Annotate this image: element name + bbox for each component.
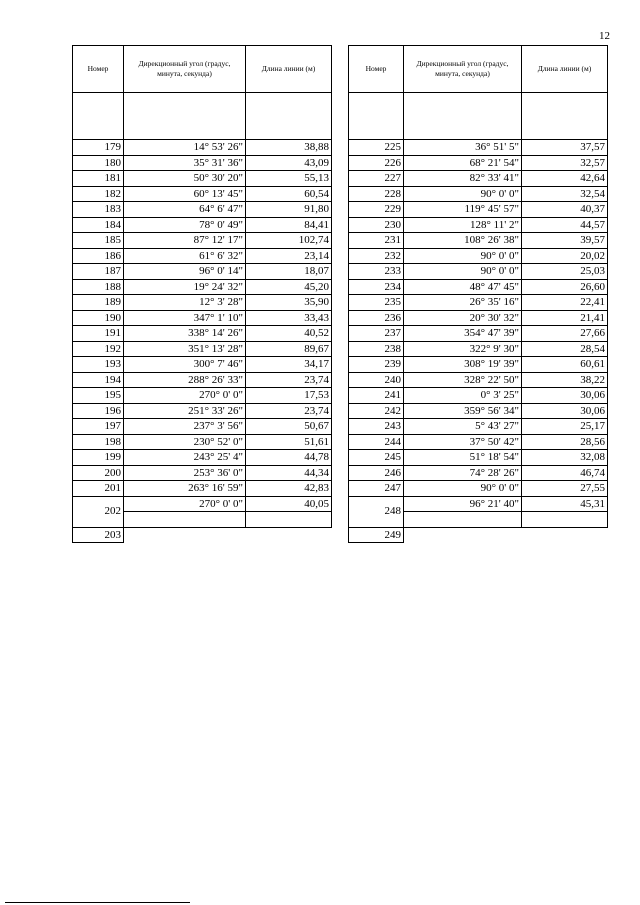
point-number: 181	[73, 171, 124, 187]
segment-length: 27,66	[522, 326, 608, 342]
segment-length: 27,55	[522, 481, 608, 497]
segment-length: 33,43	[246, 310, 332, 326]
segment-angle: 96° 21' 40"	[404, 496, 522, 512]
point-number: 185	[73, 233, 124, 249]
segment-length: 42,64	[522, 171, 608, 187]
empty-cell	[124, 93, 246, 140]
segment-angle: 328° 22' 50"	[404, 372, 522, 388]
empty-cell	[246, 512, 332, 528]
empty-cell	[73, 93, 124, 140]
point-number: 245	[349, 450, 404, 466]
segment-angle: 347° 1' 10"	[124, 310, 246, 326]
segment-angle: 338° 14' 26"	[124, 326, 246, 342]
segment-angle: 78° 0' 49"	[124, 217, 246, 233]
column-header-number: Номер	[349, 46, 404, 93]
segment-angle: 61° 6' 32"	[124, 248, 246, 264]
point-number: 180	[73, 155, 124, 171]
point-number: 234	[349, 279, 404, 295]
segment-angle: 90° 0' 0"	[404, 186, 522, 202]
point-number: 197	[73, 419, 124, 435]
segment-angle: 243° 25' 4"	[124, 450, 246, 466]
segment-angle: 26° 35' 16"	[404, 295, 522, 311]
segment-length: 39,57	[522, 233, 608, 249]
segment-angle: 119° 45' 57"	[404, 202, 522, 218]
segment-length: 25,03	[522, 264, 608, 280]
segment-angle: 108° 26' 38"	[404, 233, 522, 249]
point-number: 192	[73, 341, 124, 357]
table-row	[73, 527, 332, 543]
segment-length: 32,08	[522, 450, 608, 466]
point-number: 230	[349, 217, 404, 233]
segment-angle: 270° 0' 0"	[124, 496, 246, 512]
point-number: 246	[349, 465, 404, 481]
page-number: 12	[599, 30, 610, 42]
point-number: 182	[73, 186, 124, 202]
segment-length: 43,09	[246, 155, 332, 171]
segment-length: 22,41	[522, 295, 608, 311]
segment-angle: 60° 13' 45"	[124, 186, 246, 202]
segment-length: 46,74	[522, 465, 608, 481]
segment-angle: 237° 3' 56"	[124, 419, 246, 435]
point-number: 233	[349, 264, 404, 280]
segment-angle: 354° 47' 39"	[404, 326, 522, 342]
segment-length: 40,52	[246, 326, 332, 342]
column-header-number: Номер	[73, 46, 124, 93]
point-number: 190	[73, 310, 124, 326]
segment-angle: 90° 0' 0"	[404, 481, 522, 497]
segment-angle: 64° 6' 47"	[124, 202, 246, 218]
point-number: 240	[349, 372, 404, 388]
point-number: 196	[73, 403, 124, 419]
point-number: 179	[73, 140, 124, 156]
segment-length: 28,54	[522, 341, 608, 357]
segment-angle: 51° 18' 54"	[404, 450, 522, 466]
segment-angle: 35° 31' 36"	[124, 155, 246, 171]
point-number: 203	[73, 527, 124, 543]
point-number: 232	[349, 248, 404, 264]
segment-length: 23,14	[246, 248, 332, 264]
spacer-row	[73, 93, 332, 140]
point-number: 191	[73, 326, 124, 342]
segment-length: 60,61	[522, 357, 608, 373]
segment-length: 40,37	[522, 202, 608, 218]
point-number: 200	[73, 465, 124, 481]
segment-angle: 87° 12' 17"	[124, 233, 246, 249]
point-number: 195	[73, 388, 124, 404]
segment-length: 34,17	[246, 357, 332, 373]
segment-length: 38,88	[246, 140, 332, 156]
point-number: 235	[349, 295, 404, 311]
segment-angle: 19° 24' 32"	[124, 279, 246, 295]
segment-length: 44,78	[246, 450, 332, 466]
segment-angle: 251° 33' 26"	[124, 403, 246, 419]
segment-angle: 322° 9' 30"	[404, 341, 522, 357]
segment-length: 102,74	[246, 233, 332, 249]
column-header-angle: Дирекционный угол (градус, минута, секунда)	[124, 46, 246, 93]
segment-angle: 300° 7' 46"	[124, 357, 246, 373]
segment-length: 30,06	[522, 388, 608, 404]
segment-length: 60,54	[246, 186, 332, 202]
point-number: 236	[349, 310, 404, 326]
segment-length: 17,53	[246, 388, 332, 404]
segment-length: 50,67	[246, 419, 332, 435]
table-row	[349, 527, 608, 543]
column-header-length: Длина линии (м)	[246, 46, 332, 93]
segment-angle: 96° 0' 14"	[124, 264, 246, 280]
segment-length: 44,57	[522, 217, 608, 233]
traverse-table-left	[72, 45, 332, 543]
point-number: 198	[73, 434, 124, 450]
segment-length: 38,22	[522, 372, 608, 388]
segment-angle: 288° 26' 33"	[124, 372, 246, 388]
segment-angle: 14° 53' 26"	[124, 140, 246, 156]
point-number: 247	[349, 481, 404, 497]
segment-angle: 12° 3' 28"	[124, 295, 246, 311]
point-number: 183	[73, 202, 124, 218]
column-header-length: Длина линии (м)	[522, 46, 608, 93]
empty-cell	[404, 512, 522, 528]
empty-cell	[404, 93, 522, 140]
point-number: 242	[349, 403, 404, 419]
point-number: 249	[349, 527, 404, 543]
segment-length: 18,07	[246, 264, 332, 280]
point-number: 184	[73, 217, 124, 233]
segment-length: 91,80	[246, 202, 332, 218]
point-number: 239	[349, 357, 404, 373]
segment-length: 23,74	[246, 372, 332, 388]
segment-angle: 230° 52' 0"	[124, 434, 246, 450]
segment-angle: 82° 33' 41"	[404, 171, 522, 187]
segment-angle: 37° 50' 42"	[404, 434, 522, 450]
segment-angle: 263° 16' 59"	[124, 481, 246, 497]
point-number: 229	[349, 202, 404, 218]
point-number: 186	[73, 248, 124, 264]
segment-angle: 359° 56' 34"	[404, 403, 522, 419]
segment-length: 32,54	[522, 186, 608, 202]
segment-length: 84,41	[246, 217, 332, 233]
empty-cell	[522, 512, 608, 528]
segment-angle: 128° 11' 2"	[404, 217, 522, 233]
segment-angle: 68° 21' 54"	[404, 155, 522, 171]
segment-length: 40,05	[246, 496, 332, 512]
point-number: 226	[349, 155, 404, 171]
segment-length: 89,67	[246, 341, 332, 357]
segment-angle: 48° 47' 45"	[404, 279, 522, 295]
segment-angle: 90° 0' 0"	[404, 248, 522, 264]
empty-cell	[349, 93, 404, 140]
header-row	[349, 46, 608, 93]
segment-length: 42,83	[246, 481, 332, 497]
segment-angle: 50° 30' 20"	[124, 171, 246, 187]
point-number: 241	[349, 388, 404, 404]
segment-angle: 74° 28' 26"	[404, 465, 522, 481]
segment-angle: 90° 0' 0"	[404, 264, 522, 280]
segment-angle: 36° 51' 5"	[404, 140, 522, 156]
spacer-row	[349, 93, 608, 140]
point-number: 237	[349, 326, 404, 342]
segment-angle: 20° 30' 32"	[404, 310, 522, 326]
segment-length: 26,60	[522, 279, 608, 295]
segment-length: 25,17	[522, 419, 608, 435]
point-number: 248	[349, 496, 404, 527]
empty-cell	[522, 93, 608, 140]
segment-length: 20,02	[522, 248, 608, 264]
point-number: 187	[73, 264, 124, 280]
segment-length: 51,61	[246, 434, 332, 450]
point-number: 244	[349, 434, 404, 450]
traverse-table-right	[348, 45, 608, 543]
point-number: 193	[73, 357, 124, 373]
segment-angle: 0° 3' 25"	[404, 388, 522, 404]
segment-length: 23,74	[246, 403, 332, 419]
segment-angle: 5° 43' 27"	[404, 419, 522, 435]
point-number: 189	[73, 295, 124, 311]
footnote-rule	[5, 902, 190, 903]
point-number: 225	[349, 140, 404, 156]
header-row	[73, 46, 332, 93]
point-number: 188	[73, 279, 124, 295]
segment-length: 21,41	[522, 310, 608, 326]
segment-angle: 351° 13' 28"	[124, 341, 246, 357]
column-header-angle: Дирекционный угол (градус, минута, секунда)	[404, 46, 522, 93]
segment-length: 44,34	[246, 465, 332, 481]
point-number: 243	[349, 419, 404, 435]
segment-angle: 270° 0' 0"	[124, 388, 246, 404]
segment-angle: 253° 36' 0"	[124, 465, 246, 481]
point-number: 194	[73, 372, 124, 388]
segment-length: 55,13	[246, 171, 332, 187]
empty-cell	[124, 512, 246, 528]
point-number: 201	[73, 481, 124, 497]
empty-cell	[246, 93, 332, 140]
segment-length: 28,56	[522, 434, 608, 450]
point-number: 238	[349, 341, 404, 357]
segment-length: 35,90	[246, 295, 332, 311]
segment-length: 30,06	[522, 403, 608, 419]
point-number: 202	[73, 496, 124, 527]
point-number: 227	[349, 171, 404, 187]
segment-length: 45,20	[246, 279, 332, 295]
point-number: 228	[349, 186, 404, 202]
segment-angle: 308° 19' 39"	[404, 357, 522, 373]
segment-length: 37,57	[522, 140, 608, 156]
point-number: 231	[349, 233, 404, 249]
segment-length: 45,31	[522, 496, 608, 512]
segment-length: 32,57	[522, 155, 608, 171]
point-number: 199	[73, 450, 124, 466]
